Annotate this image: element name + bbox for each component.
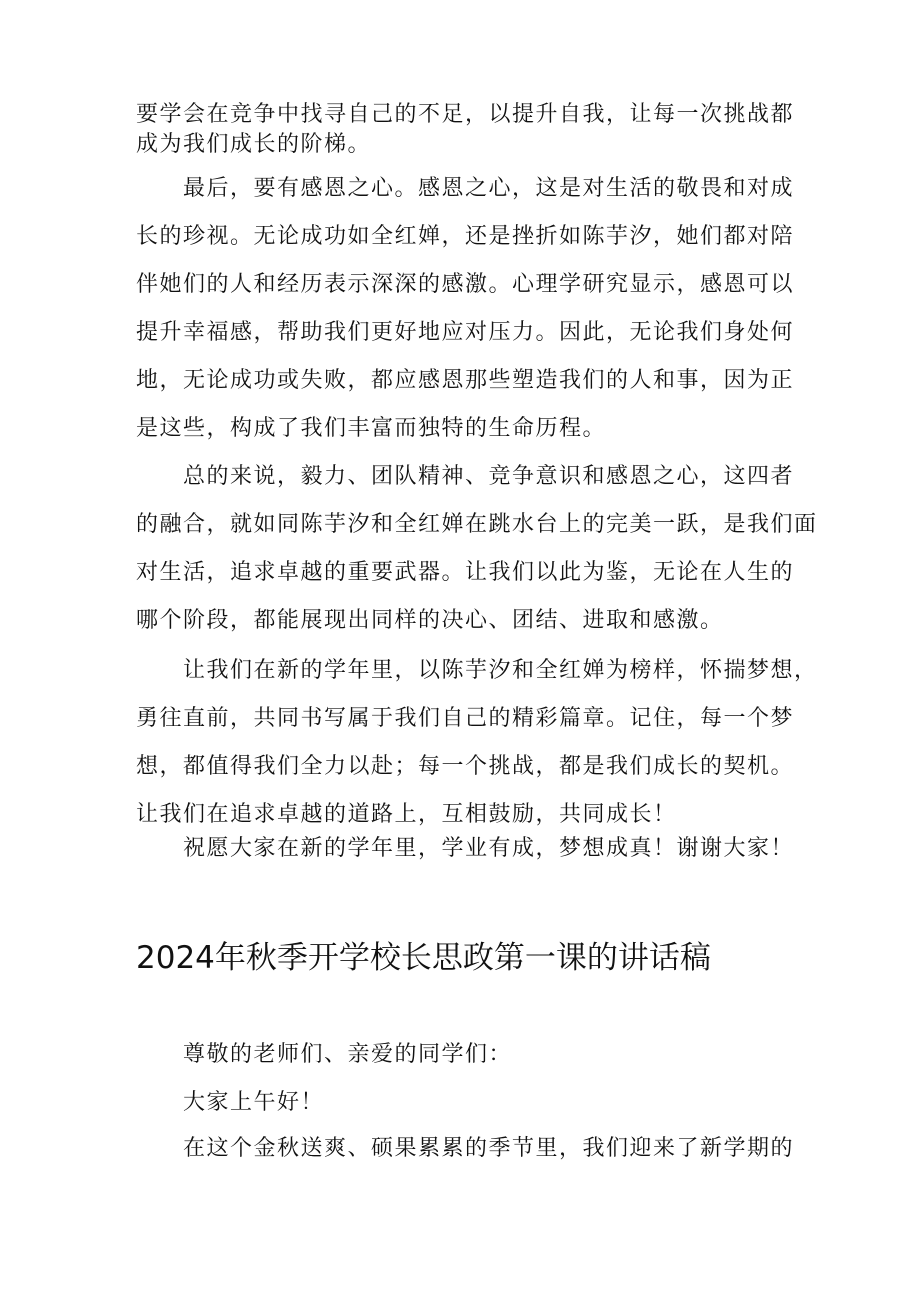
paragraph-line: 对生活，追求卓越的重要武器。让我们以此为鉴，无论在人生的: [136, 560, 795, 585]
speech-title: 2024年秋季开学校长思政第一课的讲话稿: [136, 940, 711, 976]
paragraph-line: 成为我们成长的阶梯。: [136, 132, 372, 157]
paragraph-line: 最后，要有感恩之心。感恩之心，这是对生活的敬畏和对成: [183, 176, 795, 201]
paragraph-line: 祝愿大家在新的学年里，学业有成，梦想成真！谢谢大家！: [183, 836, 795, 861]
paragraph-line: 勇往直前，共同书写属于我们自己的精彩篇章。记住，每一个梦: [136, 706, 795, 731]
paragraph-line: 让我们在新的学年里，以陈芋汐和全红婵为榜样，怀揣梦想，: [183, 658, 818, 683]
paragraph-line: 想，都值得我们全力以赴；每一个挑战，都是我们成长的契机。: [136, 754, 795, 779]
paragraph-line: 是这些，构成了我们丰富而独特的生命历程。: [136, 416, 607, 441]
salutation-line: 大家上午好！: [183, 1090, 325, 1115]
opening-line: 在这个金秋送爽、硕果累累的季节里，我们迎来了新学期的: [183, 1136, 795, 1161]
paragraph-line: 伴她们的人和经历表示深深的感激。心理学研究显示，感恩可以: [136, 272, 795, 297]
paragraph-line: 哪个阶段，都能展现出同样的决心、团结、进取和感激。: [136, 608, 724, 633]
paragraph-line: 地，无论成功或失败，都应感恩那些塑造我们的人和事，因为正: [136, 368, 795, 393]
paragraph-line: 的融合，就如同陈芋汐和全红婵在跳水台上的完美一跃，是我们面: [136, 512, 818, 537]
paragraph-line: 要学会在竞争中找寻自己的不足，以提升自我，让每一次挑战都: [136, 102, 795, 127]
greeting-line: 尊敬的老师们、亲爱的同学们：: [183, 1042, 513, 1067]
paragraph-line: 让我们在追求卓越的道路上，互相鼓励，共同成长！: [136, 802, 677, 827]
paragraph-line: 总的来说，毅力、团队精神、竞争意识和感恩之心，这四者: [183, 464, 795, 489]
paragraph-line: 提升幸福感，帮助我们更好地应对压力。因此，无论我们身处何: [136, 320, 795, 345]
paragraph-line: 长的珍视。无论成功如全红婵，还是挫折如陈芋汐，她们都对陪: [136, 224, 795, 249]
